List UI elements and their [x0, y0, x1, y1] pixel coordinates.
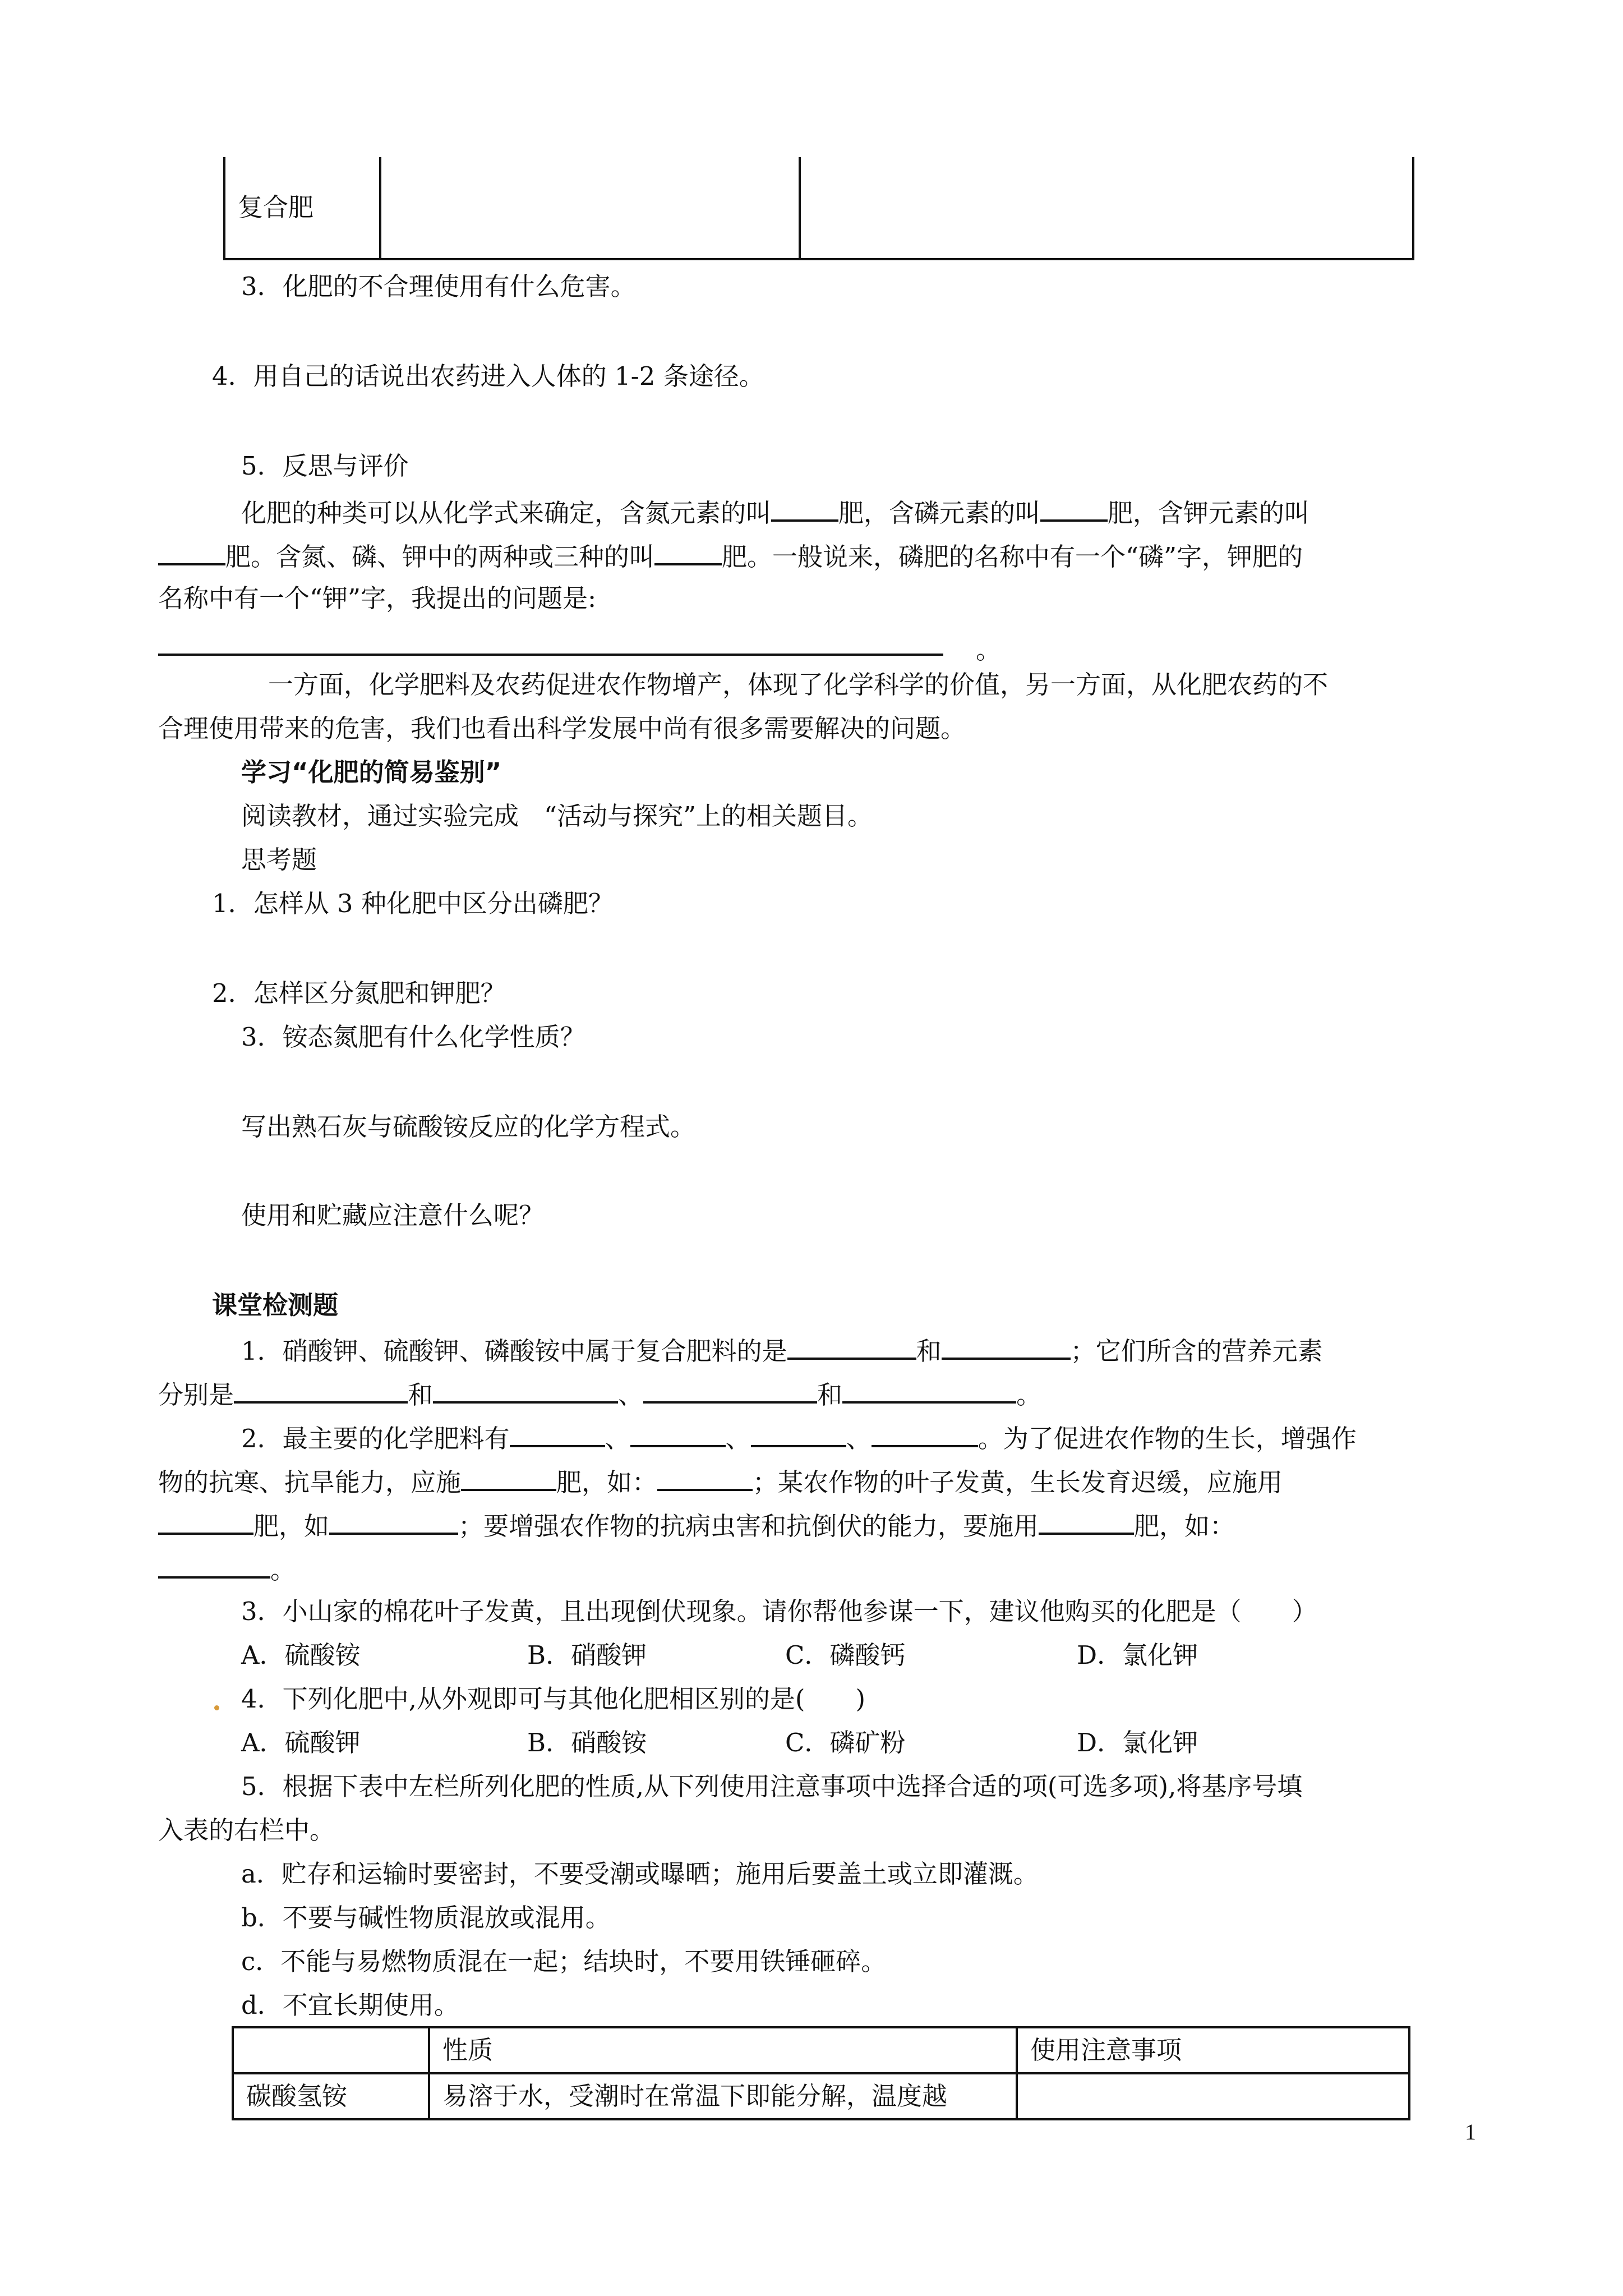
c4-option-d: D．氯化钾	[1077, 1728, 1198, 1757]
page-number: 1	[1465, 2119, 1476, 2145]
c2-text: ；某农作物的叶子发黄，生长发育迟缓，应施用	[753, 1467, 1283, 1497]
c5-option-c: c．不能与易燃物质混在一起；结块时，不要用铁锤砸碎。	[241, 1947, 887, 1976]
q5-text: 肥，含磷元素的叫	[838, 498, 1041, 528]
blank-fert-example-2[interactable]	[329, 1507, 458, 1535]
answer-period: 。	[976, 635, 1002, 665]
blank-fert-4[interactable]	[872, 1419, 978, 1447]
table-header-cell	[233, 2027, 429, 2073]
c4-option-c: C．磷矿粉	[785, 1728, 906, 1757]
c4-option-a: A．硫酸钾	[241, 1728, 361, 1757]
section-title-test: 课堂检测题	[212, 1290, 339, 1320]
c2-line-3	[158, 1507, 1235, 1544]
c1-line-2	[158, 1375, 1041, 1412]
paragraph-line-1: 一方面，化学肥料及农药促进农作物增产，体现了化学科学的价值，另一方面，从化肥农药的不	[268, 670, 1329, 700]
c2-text: 肥，如：	[556, 1467, 658, 1497]
c2-sep: 、	[605, 1424, 630, 1453]
think-question-2: 2．怎样区分氮肥和钾肥？	[212, 978, 506, 1008]
blank-compound[interactable]	[654, 537, 722, 565]
c2-text: 。为了促进农作物的生长，增强作	[978, 1424, 1357, 1453]
table-cell-answer[interactable]	[1017, 2073, 1409, 2119]
think-question-1: 1．怎样从 3 种化肥中区分出磷肥？	[212, 889, 614, 918]
c2-text: 。	[270, 1555, 296, 1585]
c2-text: 肥，如：	[1134, 1511, 1235, 1541]
c4-question: 4．下列化肥中,从外观即可与其他化肥相区别的是( )	[241, 1684, 866, 1714]
think-equation: 写出熟石灰与硫酸铵反应的化学方程式。	[241, 1112, 696, 1142]
fertilizer-properties-table	[232, 2026, 1410, 2120]
c2-text: 肥，如	[253, 1511, 330, 1541]
c1-text: 。	[1016, 1380, 1042, 1410]
c5-option-d: d．不宜长期使用。	[241, 1990, 459, 2020]
c3-option-a: A．硫酸铵	[241, 1640, 361, 1670]
q5-line-1	[241, 494, 1310, 531]
blank-fert-type-1[interactable]	[461, 1463, 556, 1491]
think-storage: 使用和贮藏应注意什么呢？	[241, 1200, 545, 1230]
blank-fert-example-1[interactable]	[657, 1463, 753, 1491]
c5-line-1: 5．根据下表中左栏所列化肥的性质,从下列使用注意事项中选择合适的项(可选多项),将基序号填	[241, 1772, 1303, 1801]
paragraph-line-2: 合理使用带来的危害，我们也看出科学发展中尚有很多需要解决的问题。	[158, 714, 966, 743]
c1-text: 、	[618, 1380, 644, 1410]
c2-text: ；要增强农作物的抗病虫害和抗倒伏的能力，要施用	[458, 1511, 1039, 1541]
c5-option-b: b．不要与碱性物质混放或混用。	[241, 1903, 611, 1932]
think-title: 思考题	[241, 845, 317, 875]
question-answer-line[interactable]	[158, 631, 943, 656]
blank-compound-2[interactable]	[942, 1332, 1071, 1360]
section-intro: 阅读教材，通过实验完成 “活动与探究”上的相关题目。	[241, 801, 873, 831]
blank-fert-example-3[interactable]	[158, 1550, 270, 1579]
blank-element-3[interactable]	[643, 1375, 817, 1404]
question-4: 4．用自己的话说出农药进入人体的 1-2 条途径。	[212, 361, 764, 391]
table-cell-label: 复合肥	[224, 157, 380, 259]
q5-text: 肥。含氮、磷、钾中的两种或三种的叫	[225, 542, 655, 572]
section-title-identification: 学习“化肥的简易鉴别”	[241, 757, 502, 787]
c1-text: 1．硝酸钾、硫酸钾、磷酸铵中属于复合肥料的是	[241, 1336, 787, 1366]
c1-text: ；它们所含的营养元素	[1070, 1336, 1323, 1366]
c4-option-b: B．硝酸铵	[527, 1728, 647, 1757]
blank-nitrogen[interactable]	[771, 494, 838, 522]
table-header-cell: 性质	[429, 2027, 1017, 2073]
blank-fert-type-3[interactable]	[1039, 1507, 1134, 1535]
c2-text: 2．最主要的化学肥料有	[241, 1424, 510, 1453]
blank-compound-1[interactable]	[787, 1332, 916, 1360]
c3-option-c: C．磷酸钙	[785, 1640, 906, 1670]
c3-question: 3．小山家的棉花叶子发黄，且出现倒伏现象。请你帮他参谋一下，建议他购买的化肥是（ ）	[241, 1596, 1317, 1626]
blank-fert-1[interactable]	[510, 1419, 605, 1447]
c2-text: 物的抗寒、抗旱能力，应施	[158, 1467, 462, 1497]
c1-text: 和	[817, 1380, 843, 1410]
blank-fert-2[interactable]	[630, 1419, 726, 1447]
q5-text: 化肥的种类可以从化学式来确定，含氮元素的叫	[241, 498, 772, 528]
blank-potassium[interactable]	[158, 537, 225, 565]
q5-line-2	[158, 537, 1303, 574]
c2-line-1	[241, 1419, 1357, 1456]
q5-text: 肥，含钾元素的叫	[1108, 498, 1310, 528]
c5-option-a: a．贮存和运输时要密封，不要受潮或曝晒；施用后要盖土或立即灌溉。	[241, 1859, 1039, 1889]
table-header-cell: 使用注意事项	[1017, 2027, 1409, 2073]
q5-text: 肥。一般说来，磷肥的名称中有一个“磷”字，钾肥的	[722, 542, 1303, 572]
c1-line-1	[241, 1332, 1323, 1369]
blank-element-2[interactable]	[433, 1375, 618, 1404]
blank-fert-type-2[interactable]	[158, 1507, 253, 1535]
c1-text: 和	[408, 1380, 434, 1410]
c5-line-2: 入表的右栏中。	[158, 1815, 335, 1845]
c2-sep: 、	[846, 1424, 872, 1453]
blank-element-1[interactable]	[234, 1375, 408, 1404]
c1-text: 分别是	[158, 1380, 234, 1410]
question-3: 3．化肥的不合理使用有什么危害。	[241, 272, 636, 301]
think-question-3: 3．铵态氮肥有什么化学性质？	[241, 1022, 585, 1052]
blank-element-4[interactable]	[842, 1375, 1016, 1404]
decorative-dot	[214, 1705, 219, 1710]
c3-option-b: B．硝酸钾	[527, 1640, 647, 1670]
c2-sep: 、	[725, 1424, 751, 1453]
table-cell	[800, 157, 1413, 259]
blank-phosphorus[interactable]	[1040, 494, 1108, 522]
table-cell: 碳酸氢铵	[233, 2073, 429, 2119]
c2-line-4	[158, 1550, 296, 1588]
c1-text: 和	[916, 1336, 942, 1366]
question-5-title: 5．反思与评价	[241, 451, 409, 481]
table-cell	[380, 157, 800, 259]
c2-line-2	[158, 1463, 1283, 1500]
fertilizer-table-top	[223, 157, 1414, 260]
table-cell: 易溶于水，受潮时在常温下即能分解，温度越	[429, 2073, 1017, 2119]
c3-option-d: D．氯化钾	[1077, 1640, 1198, 1670]
q5-line-3: 名称中有一个“钾”字，我提出的问题是:	[158, 583, 597, 613]
blank-fert-3[interactable]	[751, 1419, 846, 1447]
